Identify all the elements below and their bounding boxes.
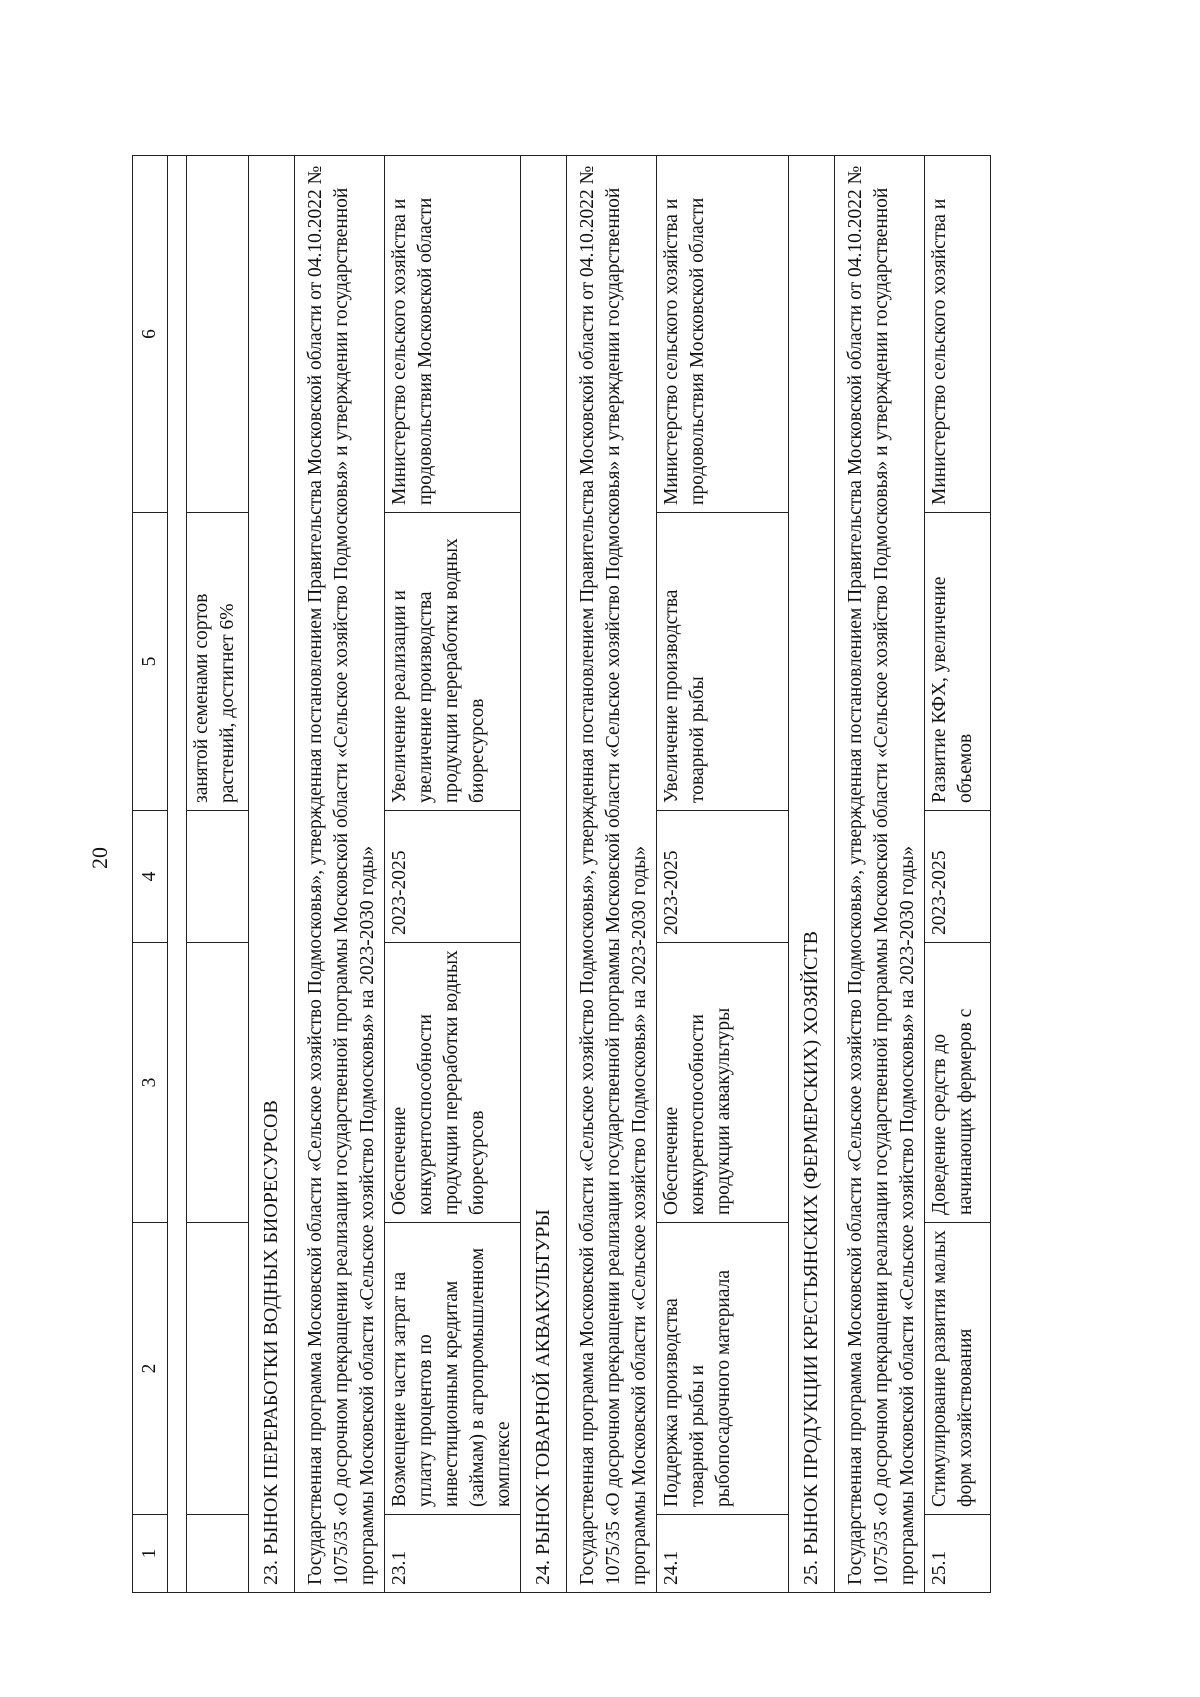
measure-name: Поддержка производства товарной рыбы и рыбопосадочного материала [657,1223,789,1515]
measure-row [657,156,789,1593]
measure-number: 24.1 [657,1515,789,1593]
measure-number: 25.1 [925,1515,991,1593]
measure-goal: Доведение средств до начинающих фермеров с [925,943,991,1223]
program-row [567,156,657,1593]
measure-row [385,156,521,1593]
section-heading-row [249,156,295,1593]
measure-number: 23.1 [385,1515,521,1593]
measure-name: Возмещение части затрат на уплату процентов по инвестиционным кредитам (займам) в агропромышленном комплексе [385,1223,521,1515]
measure-row [925,156,991,1593]
measure-responsible: Министерство сельского хозяйства и [925,156,991,513]
measure-responsible: Министерство сельского хозяйства и продовольствия Московской области [657,156,789,513]
column-number: 3 [133,943,168,1223]
measure-goal: Обеспечение конкурентоспособности продукции аквакультуры [657,943,789,1223]
measure-goal: Обеспечение конкурентоспособности продукции переработки водных биоресурсов [385,943,521,1223]
measure-period: 2023-2025 [925,811,991,943]
column-number: 6 [133,156,168,513]
continuation-row [187,156,249,1593]
column-number-header-row [133,156,168,1593]
measure-period: 2023-2025 [657,811,789,943]
measure-responsible: Министерство сельского хозяйства и продовольствия Московской области [385,156,521,513]
separator-row [168,156,187,1593]
section-title: 25. РЫНОК ПРОДУКЦИИ КРЕСТЬЯНСКИХ (ФЕРМЕРСКИХ) ХОЗЯЙСТВ [789,156,835,1593]
program-row [295,156,385,1593]
program-row [835,156,925,1593]
program-text: Государственная программа Московской области «Сельское хозяйство Подмосковья», утвержденная постановлением Правительства Московской области от 04.10.2022 № 1075/35 «О досрочном прекращении реализации государственной программы Московской области «Сельское хозяйство Подмосковья» и утверждении государственной программы Московской области «Сельское хозяйство Подмосковья» на 2023-2030 годы» [835,156,925,1593]
section-heading-row [789,156,835,1593]
page-number: 20 [87,847,112,869]
column-number: 5 [133,513,168,811]
program-text: Государственная программа Московской области «Сельское хозяйство Подмосковья», утвержденная постановлением Правительства Московской области от 04.10.2022 № 1075/35 «О досрочном прекращении реализации государственной программы Московской области «Сельское хозяйство Подмосковья» и утверждении государственной программы Московской области «Сельское хозяйство Подмосковья» на 2023-2030 годы» [295,156,385,1593]
measures-table [132,155,991,1593]
expected-result-cell: занятой семенами сортов растений, достигнет 6% [187,513,249,811]
section-title: 24. РЫНОК ТОВАРНОЙ АКВАКУЛЬТУРЫ [521,156,567,1593]
measure-name: Стимулирование развития малых форм хозяйствования [925,1223,991,1515]
section-heading-row [521,156,567,1593]
measure-result: Увеличение реализации и увеличение производства продукции переработки водных биоресурсов [385,513,521,811]
program-text: Государственная программа Московской области «Сельское хозяйство Подмосковья», утвержденная постановлением Правительства Московской области от 04.10.2022 № 1075/35 «О досрочном прекращении реализации государственной программы Московской области «Сельское хозяйство Подмосковья» и утверждении государственной программы Московской области «Сельское хозяйство Подмосковья» на 2023-2030 годы» [567,156,657,1593]
measure-period: 2023-2025 [385,811,521,943]
rotated-page-content [132,156,1119,1593]
measure-result: Развитие КФХ, увеличение объемов [925,513,991,811]
measure-result: Увеличение производства товарной рыбы [657,513,789,811]
column-number: 4 [133,811,168,943]
section-title: 23. РЫНОК ПЕРЕРАБОТКИ ВОДНЫХ БИОРЕСУРСОВ [249,156,295,1593]
column-number: 1 [133,1515,168,1593]
column-number: 2 [133,1223,168,1515]
